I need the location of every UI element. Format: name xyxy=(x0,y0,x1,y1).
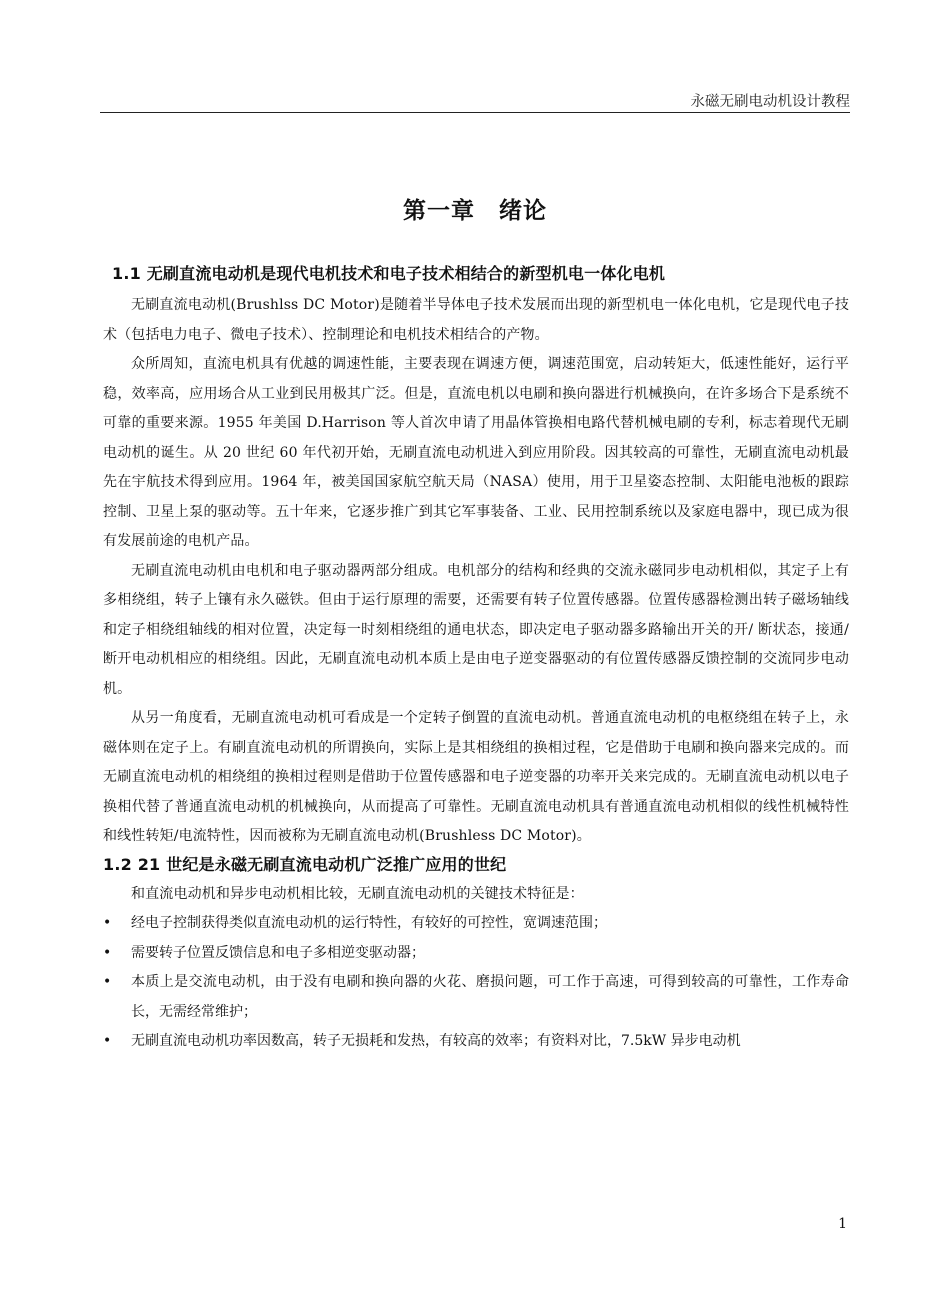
bullet-icon: • xyxy=(103,974,112,990)
feature-list xyxy=(103,909,849,1057)
section-1-paragraph: 众所周知，直流电机具有优越的调速性能，主要表现在调速方便，调速范围宽，启动转矩大，低速性能好，运行平稳，效率高，应用场合从工业到民用极其广泛。但是，直流电机以电刷和换向器进行机械换向，在许多场合下是系统不可靠的重要来源。1955 年美国 D.Harrison 等人首次申请了用晶体管换相电路代替机械电刷的专利，标志着现代无刷电动机的诞生。从 20 世纪 60 年代初开始，无刷直流电动机进入到应用阶段。因其较高的可靠性，无刷直流电动机最先在宇航技术得到应用。1964 年，被美国国家航空航天局（NASA）使用，用于卫星姿态控制、太阳能电池板的跟踪控制、卫星上泵的驱动等。五十年来，它逐步推广到其它军事装备、工业、民用控制系统以及家庭电器中，现已成为很有发展前途的电机产品。 xyxy=(103,356,849,549)
section-1-paragraph: 从另一角度看，无刷直流电动机可看成是一个定转子倒置的直流电动机。普通直流电动机的电枢绕组在转子上，永磁体则在定子上。有刷直流电动机的所谓换向，实际上是其相绕组的换相过程，它是借助于电刷和换向器来完成的。而无刷直流电动机的相绕组的换相过程则是借助于位置传感器和电子逆变器的功率开关来完成的。无刷直流电动机以电子换相代替了普通直流电动机的机械换向，从而提高了可靠性。无刷直流电动机具有普通直流电动机相似的线性机械特性和线性转矩/电流特性，因而被称为无刷直流电动机(Brushless DC Motor)。 xyxy=(103,710,849,844)
section-2-intro: 和直流电动机和异步电动机相比较，无刷直流电动机的关键技术特征是： xyxy=(131,885,584,902)
bullet-icon: • xyxy=(103,915,112,931)
bullet-icon: • xyxy=(103,1033,112,1049)
list-item xyxy=(103,968,849,1027)
list-item xyxy=(103,1027,849,1057)
section-1-heading: 1.1 无刷直流电动机是现代电机技术和电子技术相结合的新型机电一体化电机 xyxy=(112,264,666,283)
list-item xyxy=(103,909,849,939)
list-item-text: 需要转子位置反馈信息和电子多相逆变驱动器； xyxy=(131,944,425,961)
section-2-heading: 1.2 21 世纪是永磁无刷直流电动机广泛推广应用的世纪 xyxy=(103,854,507,874)
list-item-text: 经电子控制获得类似直流电动机的运行特性，有较好的可控性，宽调速范围； xyxy=(131,915,607,931)
section-1-paragraph: 无刷直流电动机由电机和电子驱动器两部分组成。电机部分的结构和经典的交流永磁同步电动机相似，其定子上有多相绕组，转子上镶有永久磁铁。但由于运行原理的需要，还需要有转子位置传感器。位置传感器检测出转子磁场轴线和定子相绕组轴线的相对位置，决定每一时刻相绕组的通电状态，即决定电子驱动器多路输出开关的开/ 断状态，接通/ 断开电动机相应的相绕组。因此，无刷直流电动机本质上是由电子逆变器驱动的有位置传感器反馈控制的交流同步电动机。 xyxy=(103,562,849,697)
list-item-text: 本质上是交流电动机，由于没有电刷和换向器的火花、磨损问题，可工作于高速，可得到较高的可靠性，工作寿命长，无需经常维护； xyxy=(131,974,849,1020)
header-title: 永磁无刷电动机设计教程 xyxy=(690,94,850,110)
list-item xyxy=(103,939,849,969)
page-number: 1 xyxy=(838,1216,847,1232)
main-content xyxy=(103,263,849,1057)
page-header xyxy=(100,88,850,113)
chapter-title: 第一章 绪论 xyxy=(403,198,547,224)
list-item-text: 无刷直流电动机功率因数高，转子无损耗和发热，有较高的效率；有资料对比，7.5kW 异步电动机 xyxy=(131,1033,741,1049)
bullet-icon: • xyxy=(103,944,112,961)
section-1-paragraph: 无刷直流电动机(Brushlss DC Motor)是随着半导体电子技术发展而出现的新型机电一体化电机，它是现代电子技术（包括电力电子、微电子技术）、控制理论和电机技术相结合的产物。 xyxy=(103,297,849,343)
